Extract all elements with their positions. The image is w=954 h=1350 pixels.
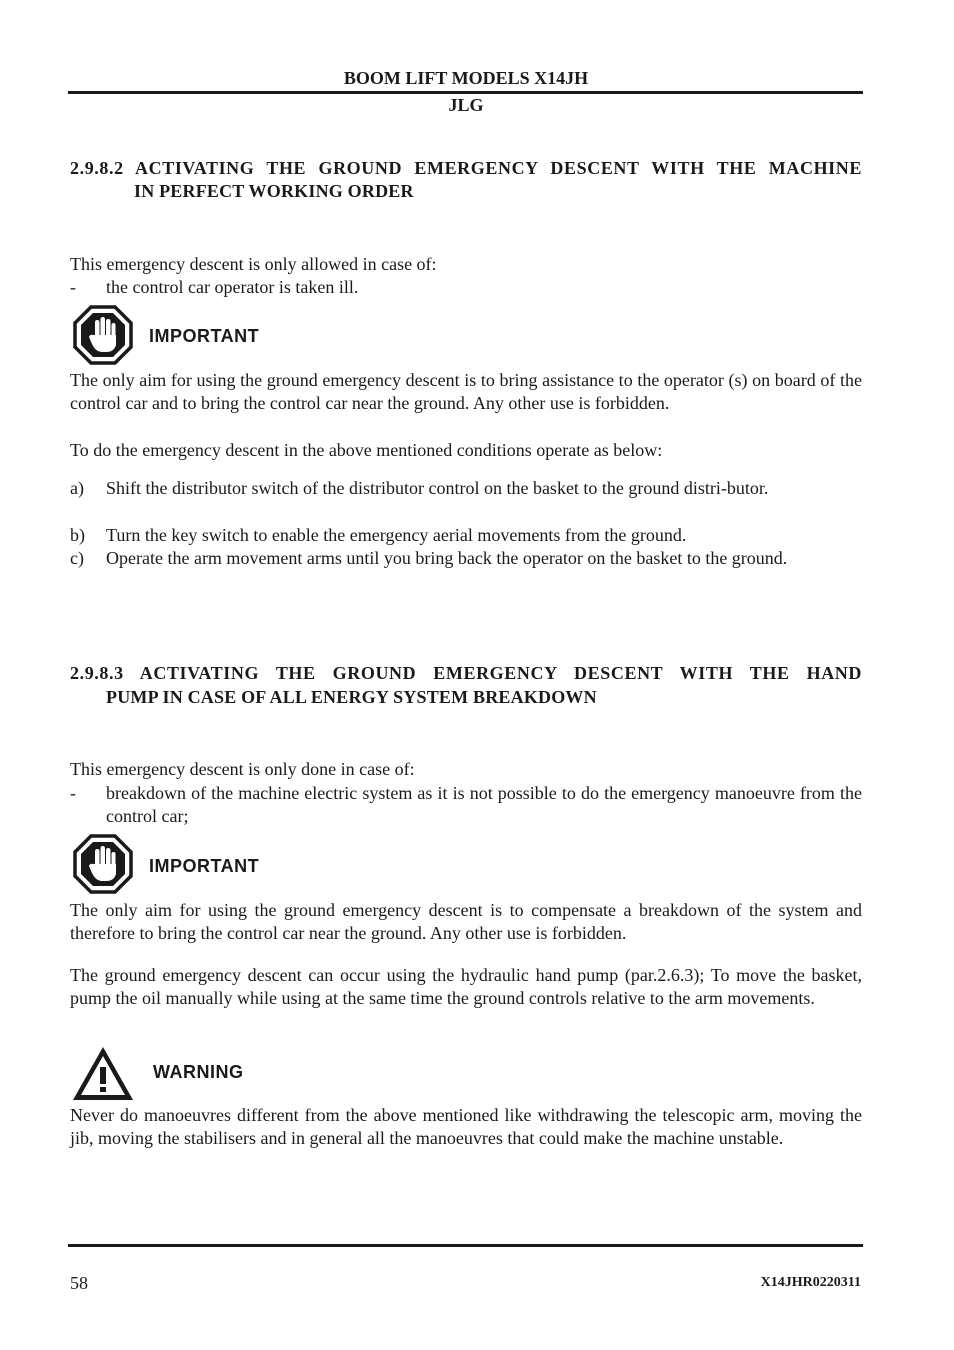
bullet-text: the control car operator is taken ill. (106, 277, 359, 297)
list-item (70, 524, 862, 548)
important-text: The only aim for using the ground emergency descent is to compensate a breakdown of the system and therefore to bring the control car near the ground. Any other use is forbidden. (70, 900, 862, 944)
step-text: Operate the arm movement arms until you bring back the operator on the basket to the ground. (106, 548, 788, 568)
document-code: X14JHR0220311 (760, 1275, 861, 1290)
section-heading-line2: IN PERFECT WORKING ORDER (134, 181, 414, 201)
list-item (70, 477, 862, 523)
header-rule (68, 91, 863, 94)
warning-text: Never do manoeuvres different from the above mentioned like withdrawing the telescopic arm, moving the jib, moving the stabilisers and in general all the manoeuvres that could make the machine unstable. (70, 1105, 862, 1149)
pump-instructions: The ground emergency descent can occur using the hydraulic hand pump (par.2.6.3); To move the basket, pump the oil manually while using at the same time the ground controls relative to the arm movements. (70, 965, 862, 1009)
step-text: Turn the key switch to enable the emergency aerial movements from the ground. (106, 525, 687, 545)
section-heading-2983 (70, 663, 862, 684)
page-number: 58 (70, 1273, 88, 1293)
section-intro: This emergency descent is only done in case of: (70, 759, 415, 779)
important-text: The only aim for using the ground emergency descent is to bring assistance to the operator (s) on board of the control car and to bring the control car near the ground. Any other use is forbidden. (70, 370, 862, 414)
section-heading-line1: ACTIVATING THE GROUND EMERGENCY DESCENT WITH THE HAND (139, 663, 862, 683)
important-label: IMPORTANT (149, 856, 260, 876)
document-title: BOOM LIFT MODELS X14JH (343, 68, 589, 88)
section-number: 2.9.8.2 (70, 158, 124, 178)
list-item (70, 547, 862, 593)
step-text: Shift the distributor switch of the distributor control on the basket to the ground distri-butor. (106, 478, 769, 498)
section-intro: This emergency descent is only allowed in case of: (70, 254, 437, 274)
section-heading-2982 (70, 158, 862, 179)
important-label: IMPORTANT (149, 326, 260, 346)
warning-label: WARNING (153, 1062, 244, 1082)
list-item (70, 276, 862, 300)
bullet-mark: - (70, 783, 76, 803)
stop-hand-icon (73, 305, 133, 365)
bullet-text: breakdown of the machine electric system as it is not possible to do the emergency manoeuvre from the control car; (106, 783, 862, 827)
brand-name: JLG (448, 95, 484, 115)
procedure-intro: To do the emergency descent in the above mentioned conditions operate as below: (70, 440, 663, 460)
section-heading-line1: ACTIVATING THE GROUND EMERGENCY DESCENT WITH THE MACHINE (135, 158, 862, 178)
step-mark: a) (70, 478, 84, 498)
list-item (70, 782, 862, 828)
stop-hand-icon (73, 834, 133, 894)
warning-triangle-icon (71, 1045, 135, 1103)
bullet-mark: - (70, 277, 76, 297)
footer-rule (68, 1244, 863, 1247)
step-mark: c) (70, 548, 84, 568)
section-heading-line2: PUMP IN CASE OF ALL ENERGY SYSTEM BREAKDOWN (106, 687, 597, 707)
step-mark: b) (70, 525, 85, 545)
section-number: 2.9.8.3 (70, 663, 124, 683)
